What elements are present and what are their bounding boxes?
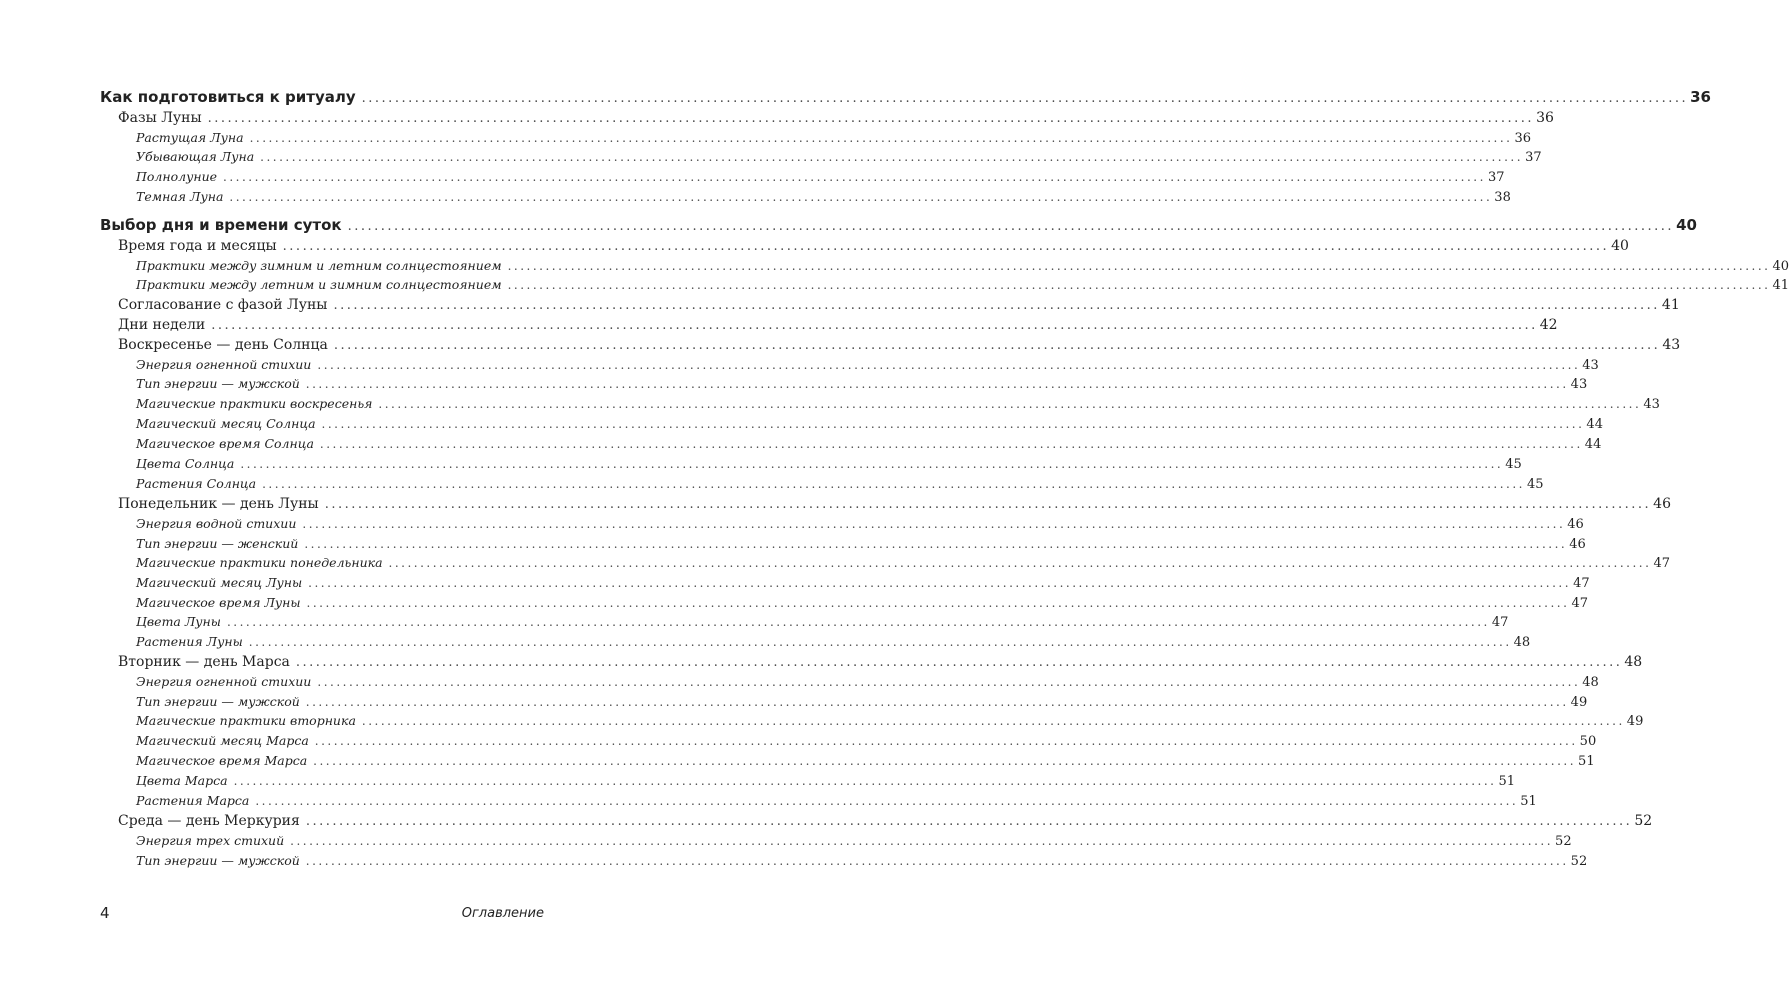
toc-entry — [136, 436, 1602, 452]
toc-dot-leader: ........................................................................................................................................................................................................ — [314, 734, 1578, 748]
toc-entry-page: 36 — [1536, 110, 1554, 126]
toc-entry-page: 41 — [1772, 278, 1789, 293]
toc-entry — [136, 833, 1572, 849]
toc-entry — [136, 555, 1670, 571]
toc-entry — [136, 634, 1531, 650]
toc-entry-page: 37 — [1487, 170, 1505, 185]
toc-dot-leader: ........................................................................................................................................................................................................ — [308, 576, 1572, 590]
toc-dot-leader: ........................................................................................................................................................................................................ — [361, 714, 1625, 728]
toc-dot-leader: ........................................................................................................................................................................................................ — [226, 615, 1490, 629]
toc-entry — [118, 317, 1558, 333]
toc-dot-leader: ........................................................................................................................................................................................................ — [229, 190, 1493, 204]
toc-entry-title: Магический месяц Солнца — [136, 416, 316, 431]
toc-dot-leader: ........................................................................................................................................................................................................ — [262, 477, 1525, 491]
toc-entry-title: Магическое время Луны — [136, 595, 301, 610]
toc-dot-leader: ........................................................................................................................................................................................................ — [211, 318, 1538, 333]
toc-entry-page: 47 — [1573, 576, 1590, 591]
toc-dot-leader: ........................................................................................................................................................................................................ — [378, 397, 1642, 411]
toc-entry — [118, 297, 1680, 313]
toc-entry — [118, 654, 1643, 670]
toc-dot-leader: ........................................................................................................................................................................................................ — [248, 635, 1512, 649]
toc-entry — [136, 258, 1789, 274]
toc-entry-page: 40 — [1676, 216, 1697, 234]
toc-entry-title: Время года и месяцы — [118, 238, 277, 254]
toc-entry-title: Энергия огненной стихии — [136, 674, 312, 689]
toc-entry-page: 46 — [1567, 517, 1584, 532]
toc-dot-leader: ........................................................................................................................................................................................................ — [305, 377, 1569, 391]
toc-entry-page: 47 — [1653, 556, 1670, 571]
footer-page-number: 4 — [100, 904, 110, 922]
toc-entry — [136, 694, 1588, 710]
toc-entry-title: Тип энергии — мужской — [136, 694, 300, 709]
toc-entry-title: Магические практики понедельника — [136, 555, 383, 570]
toc-dot-leader: ........................................................................................................................................................................................................ — [317, 358, 1581, 372]
toc-entry-title: Растения Марса — [136, 793, 250, 808]
toc-dot-leader: ........................................................................................................................................................................................................ — [305, 695, 1569, 709]
toc-entry-page: 36 — [1514, 131, 1531, 146]
toc-entry-page: 40 — [1772, 259, 1789, 274]
toc-entry-page: 52 — [1634, 813, 1653, 829]
toc-dot-leader: ........................................................................................................................................................................................................ — [295, 655, 1623, 670]
toc-entry — [118, 496, 1671, 512]
toc-entry-page: 44 — [1584, 437, 1602, 452]
toc-entry — [136, 169, 1505, 185]
toc-entry — [136, 396, 1660, 412]
toc-entry — [136, 853, 1588, 869]
toc-entry-page: 43 — [1662, 337, 1681, 353]
toc-entry-page: 48 — [1582, 675, 1599, 690]
toc-entry-page: 51 — [1520, 794, 1537, 809]
toc-entry-title: Цвета Марса — [136, 773, 228, 788]
toc-entry — [100, 216, 1697, 234]
toc-entry — [136, 793, 1537, 809]
toc-entry-page: 48 — [1513, 635, 1531, 650]
toc-entry — [136, 277, 1789, 293]
toc-entry — [136, 130, 1531, 146]
toc-entry — [136, 476, 1544, 492]
toc-entry-page: 43 — [1643, 397, 1660, 412]
toc-entry-page: 52 — [1555, 834, 1572, 849]
toc-entry-title: Магическое время Солнца — [136, 436, 314, 451]
toc-dot-leader: ........................................................................................................................................................................................................ — [319, 437, 1583, 451]
toc-entry-page: 40 — [1611, 238, 1629, 254]
toc-entry-title: Цвета Солнца — [136, 456, 235, 471]
toc-dot-leader: ........................................................................................................................................................................................................ — [304, 537, 1568, 551]
toc-entry-title: Как подготовиться к ритуалу — [100, 88, 356, 106]
toc-entry-title: Понедельник — день Луны — [118, 496, 319, 512]
toc-entry-title: Энергия водной стихии — [136, 516, 297, 531]
toc-entry-page: 44 — [1586, 417, 1603, 432]
toc-entry — [136, 614, 1509, 630]
toc-dot-leader: ........................................................................................................................................................................................................ — [305, 814, 1633, 829]
toc-entry — [118, 110, 1554, 126]
toc-entry-page: 42 — [1539, 317, 1558, 333]
toc-entry — [136, 456, 1522, 472]
toc-dot-leader: ........................................................................................................................................................................................................ — [347, 219, 1675, 234]
toc-entry — [136, 674, 1599, 690]
toc-entry-title: Магические практики воскресенья — [136, 396, 373, 411]
toc-entry-page: 48 — [1624, 654, 1643, 670]
toc-entry-page: 46 — [1569, 537, 1586, 552]
toc-entry-title: Вторник — день Марса — [118, 654, 290, 670]
toc-entry-title: Среда — день Меркурия — [118, 813, 300, 829]
toc-entry — [118, 337, 1681, 353]
toc-entry-title: Магические практики вторника — [136, 713, 356, 728]
toc-entry-page: 49 — [1570, 695, 1588, 710]
toc-entry-title: Магический месяц Луны — [136, 575, 303, 590]
toc-dot-leader: ........................................................................................................................................................................................................ — [313, 754, 1577, 768]
toc-dot-leader: ........................................................................................................................................................................................................ — [317, 675, 1581, 689]
toc-entry-title: Практики между летним и зимним солнцестоянием — [136, 277, 502, 292]
toc-entry-title: Убывающая Луна — [136, 149, 255, 164]
toc-entry-title: Воскресенье — день Солнца — [118, 337, 328, 353]
toc-entry-title: Магический месяц Марса — [136, 733, 309, 748]
toc-entry-page: 47 — [1571, 596, 1588, 611]
toc-entry — [118, 813, 1653, 829]
toc-entry — [136, 773, 1515, 789]
toc-entry — [136, 357, 1599, 373]
toc-entry — [136, 189, 1511, 205]
toc-entry-page: 41 — [1661, 297, 1680, 313]
toc-entry — [136, 595, 1588, 611]
toc-entry-title: Полнолуние — [136, 169, 218, 184]
toc-entry — [118, 238, 1629, 254]
toc-entry — [136, 416, 1603, 432]
toc-entry-page: 52 — [1570, 854, 1588, 869]
toc-entry — [136, 575, 1590, 591]
toc-entry-title: Выбор дня и времени суток — [100, 216, 342, 234]
toc-dot-leader: ........................................................................................................................................................................................................ — [260, 150, 1524, 164]
toc-entry-title: Растения Солнца — [136, 476, 257, 491]
toc-dot-leader: ........................................................................................................................................................................................................ — [305, 854, 1569, 868]
toc-entry — [136, 733, 1597, 749]
toc-dot-leader: ........................................................................................................................................................................................................ — [333, 298, 1660, 313]
toc-entry-title: Дни недели — [118, 317, 206, 333]
toc-entry-title: Тип энергии — мужской — [136, 376, 300, 391]
toc-dot-leader: ........................................................................................................................................................................................................ — [324, 497, 1652, 512]
toc-dot-leader: ........................................................................................................................................................................................................ — [223, 170, 1486, 184]
toc-dot-leader: ........................................................................................................................................................................................................ — [321, 417, 1585, 431]
toc-dot-leader: ........................................................................................................................................................................................................ — [507, 259, 1771, 273]
toc-entry — [136, 376, 1588, 392]
toc-dot-leader: ........................................................................................................................................................................................................ — [233, 774, 1497, 788]
toc-entry-page: 50 — [1579, 734, 1597, 749]
toc-entry-page: 45 — [1527, 477, 1544, 492]
toc-dot-leader: ........................................................................................................................................................................................................ — [388, 556, 1652, 570]
toc-entry-page: 38 — [1494, 190, 1511, 205]
toc-entry — [136, 516, 1584, 532]
toc-entry-title: Практики между зимним и летним солнцестоянием — [136, 258, 502, 273]
toc-entry-title: Магическое время Марса — [136, 753, 308, 768]
toc-entry-title: Энергия трех стихий — [136, 833, 285, 848]
toc-entry-title: Цвета Луны — [136, 614, 221, 629]
toc-entry-page: 36 — [1690, 88, 1711, 106]
toc-dot-leader: ........................................................................................................................................................................................................ — [507, 278, 1771, 292]
toc-dot-leader: ........................................................................................................................................................................................................ — [302, 517, 1566, 531]
toc-entry-title: Растущая Луна — [136, 130, 244, 145]
toc-entry-title: Растения Луны — [136, 634, 243, 649]
toc-dot-leader: ........................................................................................................................................................................................................ — [333, 338, 1661, 353]
toc-entry-title: Фазы Луны — [118, 110, 202, 126]
toc-entry-title: Темная Луна — [136, 189, 224, 204]
toc-dot-leader: ........................................................................................................................................................................................................ — [290, 834, 1554, 848]
toc-dot-leader: ........................................................................................................................................................................................................ — [240, 457, 1504, 471]
footer-section-title: Оглавление — [461, 906, 544, 921]
toc-entry — [136, 713, 1644, 729]
toc-entry-title: Энергия огненной стихии — [136, 357, 312, 372]
toc-entry-page: 37 — [1525, 150, 1542, 165]
toc-dot-leader: ........................................................................................................................................................................................................ — [306, 596, 1570, 610]
toc-entry-page: 47 — [1491, 615, 1509, 630]
toc-entry-page: 43 — [1582, 358, 1599, 373]
toc-entry — [136, 149, 1542, 165]
toc-dot-leader: ........................................................................................................................................................................................................ — [255, 794, 1519, 808]
toc-entry-title: Тип энергии — мужской — [136, 853, 300, 868]
toc-entry-page: 45 — [1505, 457, 1522, 472]
toc-dot-leader: ........................................................................................................................................................................................................ — [361, 91, 1689, 106]
toc-entry-page: 49 — [1626, 714, 1644, 729]
toc-entry-page: 51 — [1578, 754, 1595, 769]
toc-dot-leader: ........................................................................................................................................................................................................ — [282, 239, 1610, 254]
toc-entry-title: Тип энергии — женский — [136, 536, 299, 551]
toc-entry — [100, 88, 1711, 106]
toc-entry-page: 46 — [1653, 496, 1671, 512]
toc-entry-page: 51 — [1498, 774, 1515, 789]
toc-dot-leader: ........................................................................................................................................................................................................ — [249, 131, 1513, 145]
toc-entry-title: Согласование с фазой Луны — [118, 297, 328, 313]
toc-dot-leader: ........................................................................................................................................................................................................ — [207, 111, 1535, 126]
toc-entry — [136, 536, 1586, 552]
toc-entry-page: 43 — [1570, 377, 1588, 392]
toc-entry — [136, 753, 1595, 769]
